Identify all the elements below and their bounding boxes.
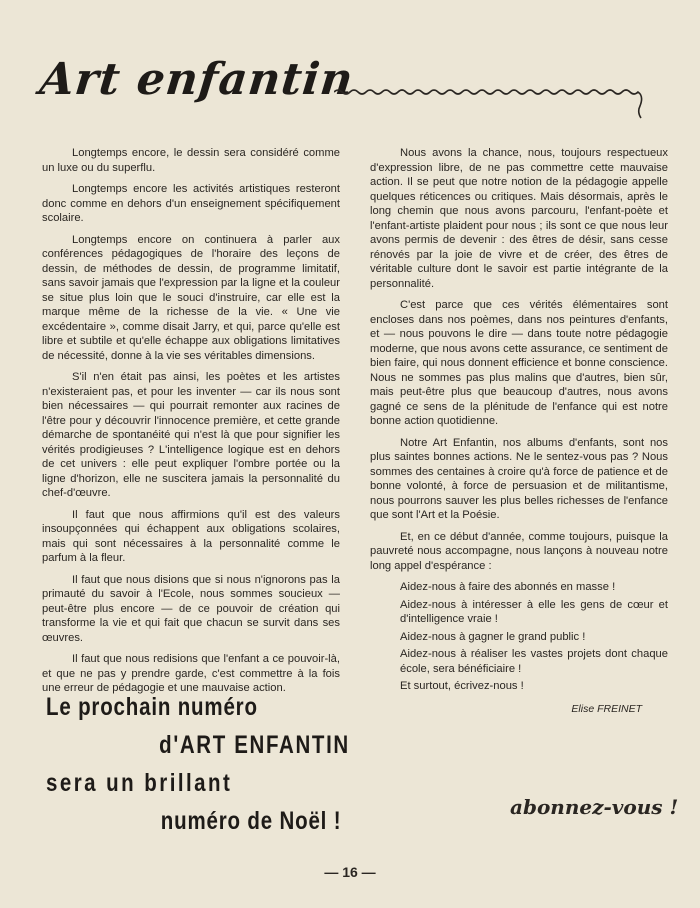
- announcement-line: numéro de Noël !: [160, 807, 342, 835]
- paragraph: Longtemps encore les activités artistiques resteront donc comme en dehors d'un enseignement spécifiquement scolaire.: [42, 183, 340, 224]
- page-title: Art enfantin: [37, 54, 357, 105]
- paragraph: Et, en ce début d'année, comme toujours, puisque la pauvreté nous accompagne, nous lançons à nouveau notre long appel d'espérance :: [370, 530, 668, 572]
- author-signature: Elise FREINET: [571, 702, 642, 715]
- paragraph: Nous avons la chance, nous, toujours respectueux d'expression libre, de ne pas commettre cette mauvaise action. Il se peut que notre notion de la pédagogie appelle quelques réticences ou critiques. Mais désormais, après le long chemin que nous avons parcouru, l'enfant-poète et l'enfant-artiste plaident pour nous ; ils sont ce que nous leur avons permis de devenir : des êtres de désir, sans cesse rénovés par la joie de vivre et de créer, des êtres de véritable culture dont le savoir est partie intégrante de la personnalité.: [370, 147, 668, 290]
- appeal-line: Et surtout, écrivez-nous !: [400, 680, 524, 692]
- paragraph: S'il n'en était pas ainsi, les poètes et les artistes n'existeraient pas, et pour les inventer — car ils nous sont bien nécessaires — qui pourrait remonter aux racines de l'être pour y découvrir l'innocence première, et cette grande démarche de spontanéité qui n'est là que pour signifier les vérités prodigieuses ? L'intelligence logique est en dehors de cet univers : elle peut expliquer l'ombre portée ou la ligne d'horizon, elle ne suscitera jamais la personnalité du chef-d'œuvre.: [42, 371, 340, 499]
- announcement-line: d'ART ENFANTIN: [159, 731, 350, 759]
- left-column: [42, 146, 340, 703]
- paragraph: C'est parce que ces vérités élémentaires sont encloses dans nos poèmes, dans nos peintures d'enfants, et — nous pouvons le dire — dans toute notre pédagogie moderne, que nous avons cette assurance, ce sentiment de bien faire, qui nous donnent efficience et bonne conscience. Nous ne sommes pas plus malins que d'autres, bien sûr, mais peut-être plus que beaucoup d'autres, nous avons gagné ce sens de la plénitude de l'enfance qui est notre bonne action quotidienne.: [370, 299, 668, 427]
- paragraph: Notre Art Enfantin, nos albums d'enfants, sont nos plus saintes bonnes actions. Ne le sentez-vous pas ? Nous sommes des centaines à croire qu'à force de patience et de bonne volonté, à force de persuasion et de militantisme, nous pourrons sauver les plus belles richesses de l'enfance que sont l'Art et la Poésie.: [370, 436, 668, 521]
- paragraph: Longtemps encore, le dessin sera considéré comme un luxe ou du superflu.: [42, 147, 340, 174]
- paragraph: Il faut que nous redisions que l'enfant a ce pouvoir-là, et que ne pas y prendre garde, c'est commettre à la fois une erreur de pédagogie et une mauvaise action.: [42, 653, 340, 694]
- paragraph: Il faut que nous disions que si nous n'ignorons pas la primauté du savoir à l'Ecole, nous sommes soucieux — peut-être plus encore — de ce pouvoir de création qui transforme la vie et qui fait que chacun se survit dans ses œuvres.: [42, 573, 340, 644]
- paragraph: Longtemps encore on continuera à parler aux conférences pédagogiques de l'horaire des leçons de dessin, de méthodes de dessin, de programme limitatif, sans savoir jamais que l'expression par la ligne et la couleur se situe plus loin que le souci d'instruire, car elle est la marque même de la richesse de la vie. « Une vie excédentaire », comme disait Jarry, et qui, parce qu'elle est libre et subtile et qu'elle échappe aux obligations limitatives de nécessité, donne à la vie ses véritables dimensions.: [42, 233, 340, 362]
- next-issue-announcement: [46, 688, 350, 840]
- appeal-line: Aidez-nous à faire des abonnés en masse !: [400, 581, 616, 593]
- appeal-line: Aidez-nous à gagner le grand public !: [400, 630, 586, 643]
- title-wave-rule: [334, 82, 664, 122]
- subscribe-callout: abonnez-vous !: [510, 795, 679, 819]
- right-column: [370, 146, 668, 716]
- appeal-line: Aidez-nous à réaliser les vastes projets dont chaque école, sera bénéficiaire !: [400, 648, 668, 675]
- announcement-line: Le prochain numéro: [46, 693, 258, 721]
- appeal-line: Aidez-nous à intéresser à elle les gens de cœur et d'intelligence vraie !: [400, 598, 668, 625]
- paragraph: Il faut que nous affirmions qu'il est des valeurs insoupçonnées qui échappent aux obligations scolaires, mais qui sont nécessaires à la personnalité comme le parfum à la fleur.: [42, 508, 340, 564]
- page-number: — 16 —: [324, 864, 376, 880]
- announcement-line: sera un brillant: [46, 769, 233, 797]
